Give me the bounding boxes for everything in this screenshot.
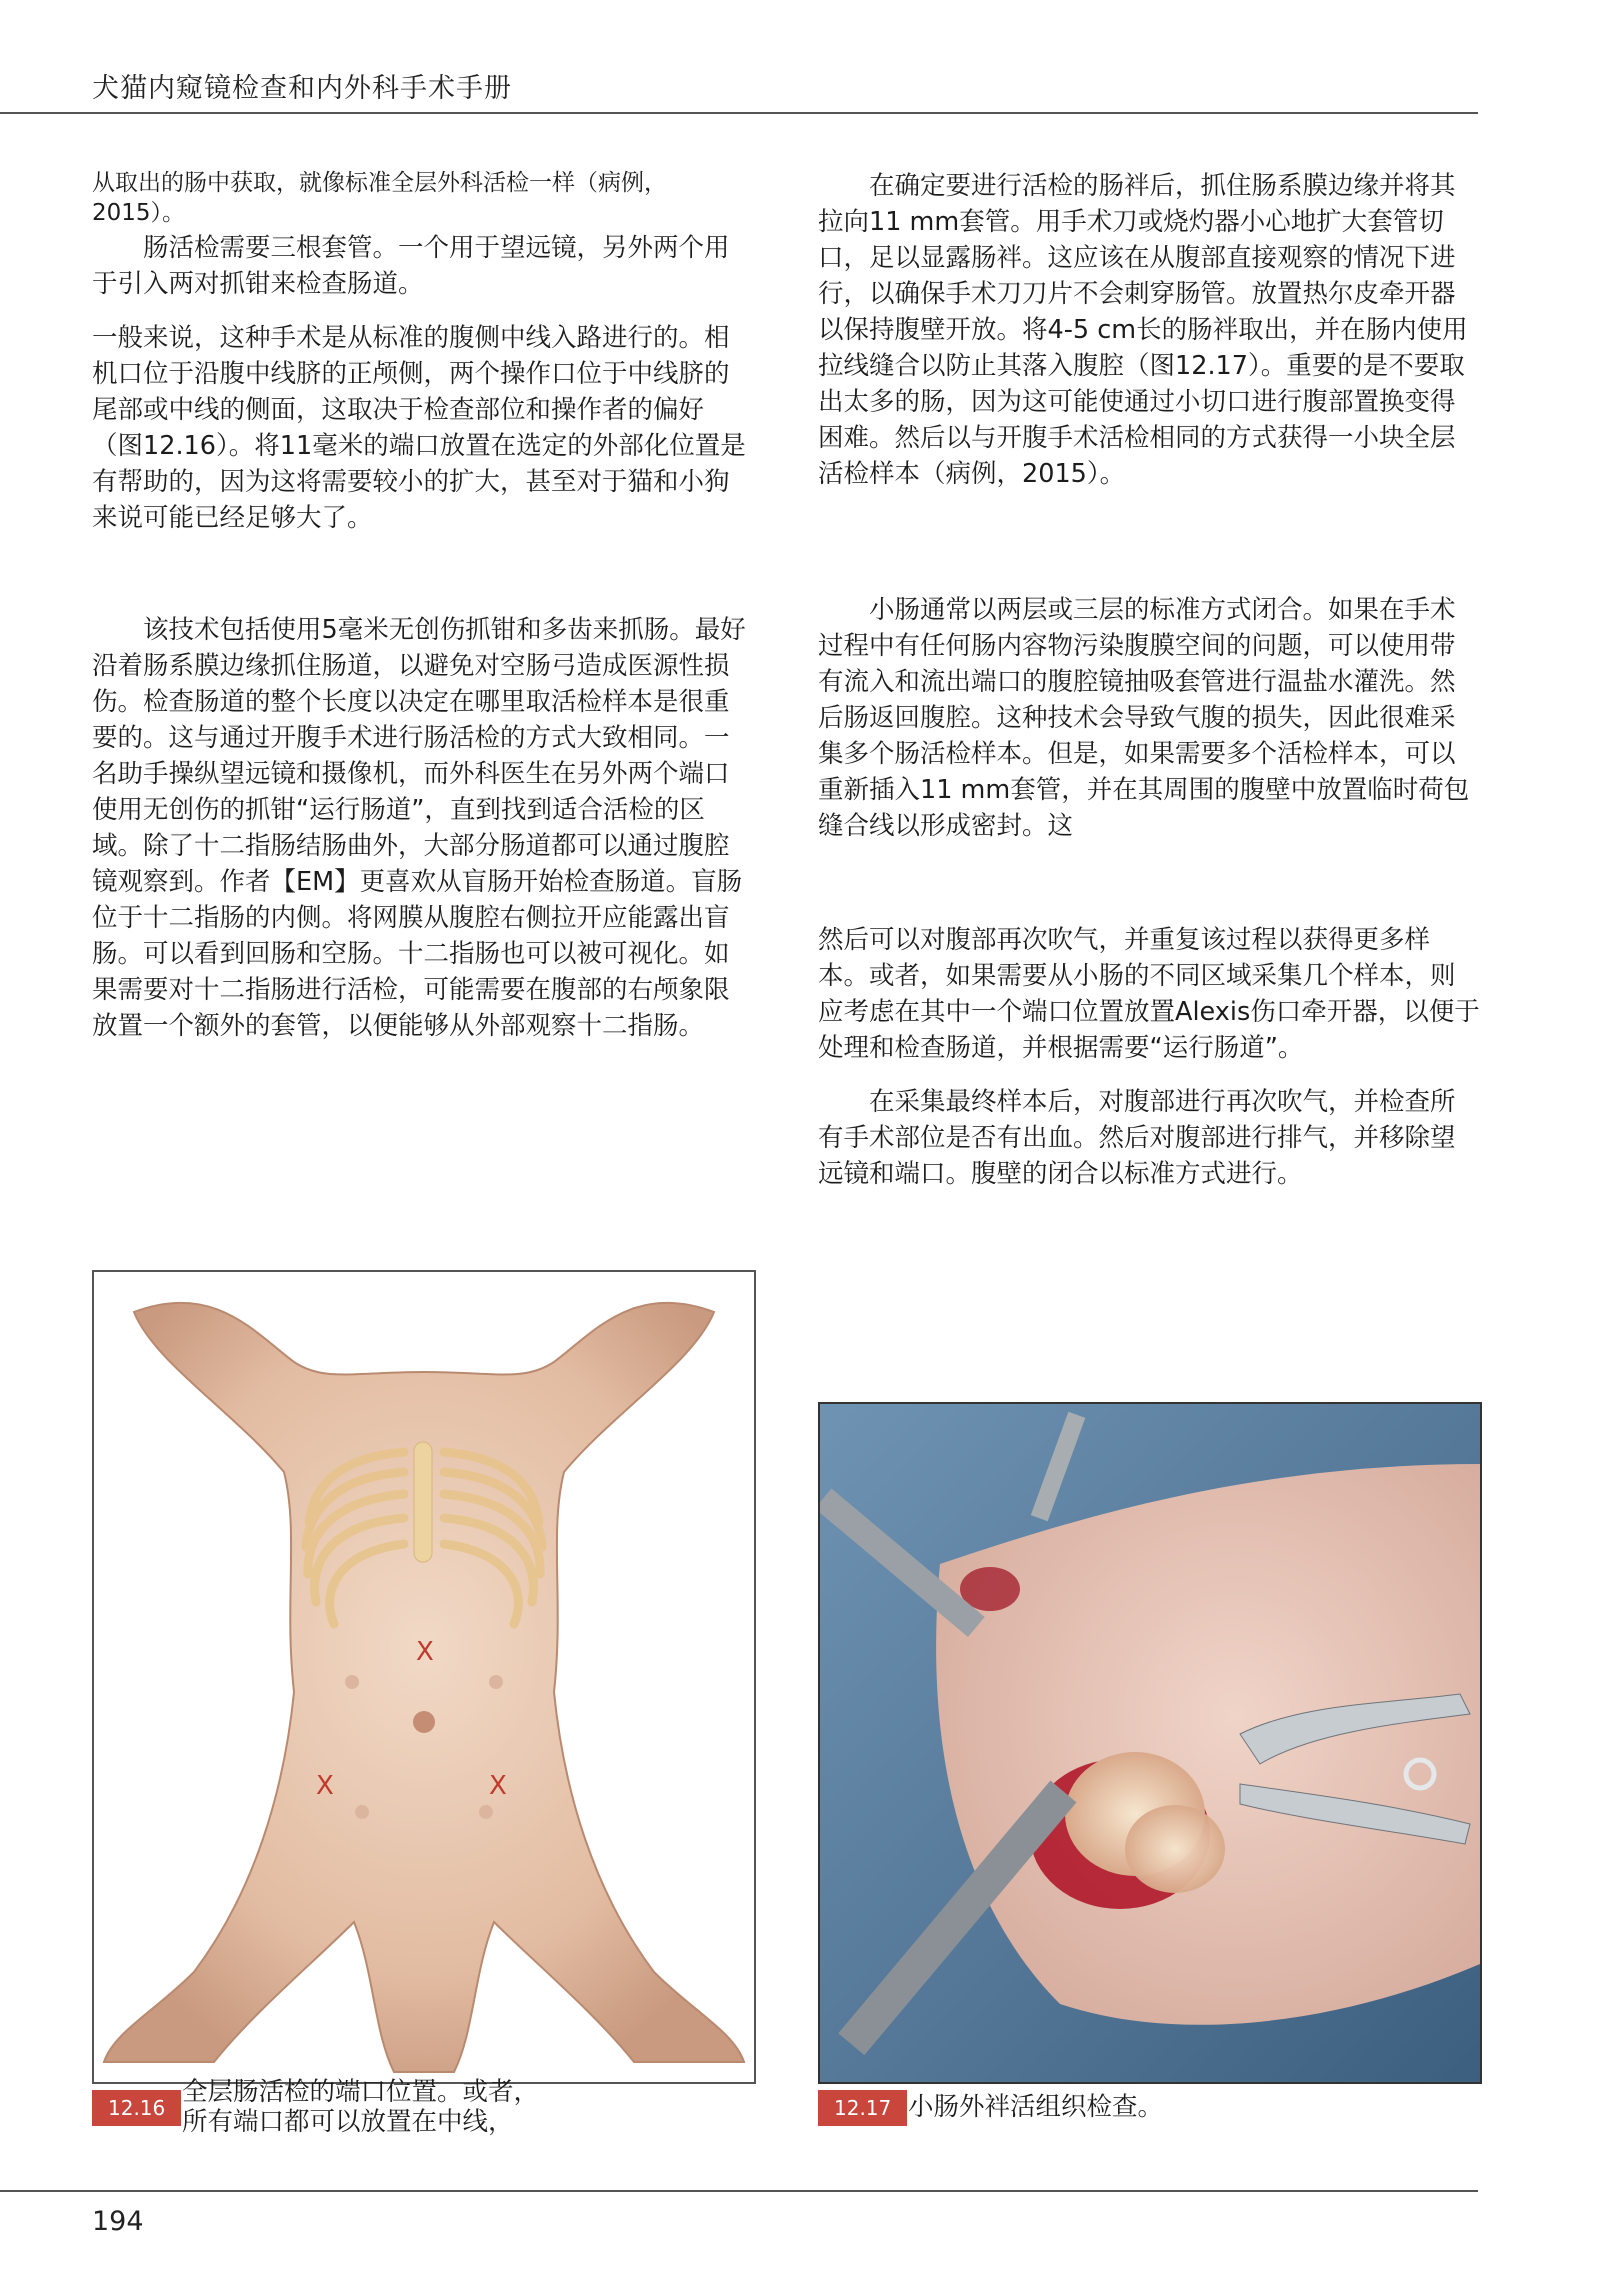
paragraph: 肠活检需要三根套管。一个用于望远镜，另外两个用于引入两对抓钳来检查肠道。	[92, 233, 730, 299]
paragraph: 一般来说，这种手术是从标准的腹侧中线入路进行的。相机口位于沿腹中线脐的正颅侧，两个操作口位于中线脐的尾部或中线的侧面，这取决于检查部位和操作者的偏好（图12.16）。将11毫米的端口放置在选定的外部化位置是有帮助的，因为这将需要较小的扩大，甚至对于猫和小狗来说可能已经足够大了。	[92, 323, 746, 533]
figure-number-tag: 12.16	[92, 2090, 181, 2126]
paragraph: 在采集最终样本后，对腹部进行再次吹气，并检查所有手术部位是否有出血。然后对腹部进行排气，并移除望远镜和端口。腹壁的闭合以标准方式进行。	[818, 1087, 1456, 1189]
port-site	[355, 1805, 369, 1819]
paragraph: 从取出的肠中获取，就像标准全层外科活检一样（病例，2015）。	[92, 170, 667, 226]
abdomen-illustration	[94, 1272, 754, 2082]
caption-line: 所有端口都可以放置在中线，	[182, 2107, 514, 2137]
bowel-loop	[1125, 1805, 1225, 1893]
paragraph: 然后可以对腹部再次吹气，并重复该过程以获得更多样本。或者，如果需要从小肠的不同区域采集几个样本，则应考虑在其中一个端口位置放置Alexis伤口牵开器，以便于处理和检查肠道，并根据需要“运行肠道”。	[818, 925, 1480, 1063]
left-column	[92, 168, 754, 1044]
paragraph: 小肠通常以两层或三层的标准方式闭合。如果在手术过程中有任何肠内容物污染腹膜空间的问题，可以使用带有流入和流出端口的腹腔镜抽吸套管进行温盐水灌洗。然后肠返回腹腔。这种技术会导致气腹的损失，因此很难采集多个肠活检样本。但是，如果需要多个活检样本，可以重新插入11 mm套管，并在其周围的腹壁中放置临时荷包缝合线以形成密封。这	[818, 595, 1470, 841]
figure-number-tag: 12.17	[818, 2090, 907, 2126]
page-header-title: 犬猫内窥镜检查和内外科手术手册	[92, 73, 512, 104]
umbilicus	[413, 1711, 435, 1733]
footer-rule	[0, 2190, 1478, 2192]
figure-photo-bowel-biopsy	[818, 1402, 1482, 2084]
port-site	[479, 1805, 493, 1819]
paragraph: 在确定要进行活检的肠袢后，抓住肠系膜边缘并将其拉向11 mm套管。用手术刀或烧灼器小心地扩大套管切口，足以显露肠袢。这应该在从腹部直接观察的情况下进行，以确保手术刀刀片不会刺穿肠管。放置热尔皮牵开器以保持腹壁开放。将4-5 cm长的肠袢取出，并在肠内使用拉线缝合以防止其落入腹腔（图12.17）。重要的是不要取出太多的肠，因为这可能使通过小切口进行腹部置换变得困难。然后以与开腹手术活检相同的方式获得一小块全层活检样本（病例，2015）。	[818, 171, 1468, 489]
figure-caption: 小肠外袢活组织检查。	[908, 2092, 1164, 2122]
caption-line: 全层肠活检的端口位置。或者，	[182, 2077, 540, 2107]
port-mark-x: X	[416, 1637, 434, 1667]
port-site	[345, 1675, 359, 1689]
surgical-photo	[820, 1404, 1480, 2082]
port-mark-x: X	[489, 1771, 507, 1801]
skin-area	[936, 1464, 1480, 2025]
figure-illustration-port-positions	[92, 1270, 756, 2084]
right-column	[818, 168, 1480, 1192]
paragraph: 该技术包括使用5毫米无创伤抓钳和多齿来抓肠。最好沿着肠系膜边缘抓住肠道，以避免对空肠弓造成医源性损伤。检查肠道的整个长度以决定在哪里取活检样本是很重要的。这与通过开腹手术进行肠活检的方式大致相同。一名助手操纵望远镜和摄像机，而外科医生在另外两个端口使用无创伤的抓钳“运行肠道”，直到找到适合活检的区域。除了十二指肠结肠曲外，大部分肠道都可以通过腹腔镜观察到。作者【EM】更喜欢从盲肠开始检查肠道。盲肠位于十二指肠的内侧。将网膜从腹腔右侧拉开应能露出盲肠。可以看到回肠和空肠。十二指肠也可以被可视化。如果需要对十二指肠进行活检，可能需要在腹部的右颅象限放置一个额外的套管，以便能够从外部观察十二指肠。	[92, 615, 746, 1041]
sternum	[414, 1442, 432, 1562]
port-site	[489, 1675, 503, 1689]
torso-shape	[104, 1303, 744, 2072]
figure-caption	[182, 2077, 539, 2137]
port-mark-x: X	[316, 1771, 334, 1801]
header-rule	[0, 112, 1478, 114]
page-number: 194	[92, 2206, 144, 2237]
